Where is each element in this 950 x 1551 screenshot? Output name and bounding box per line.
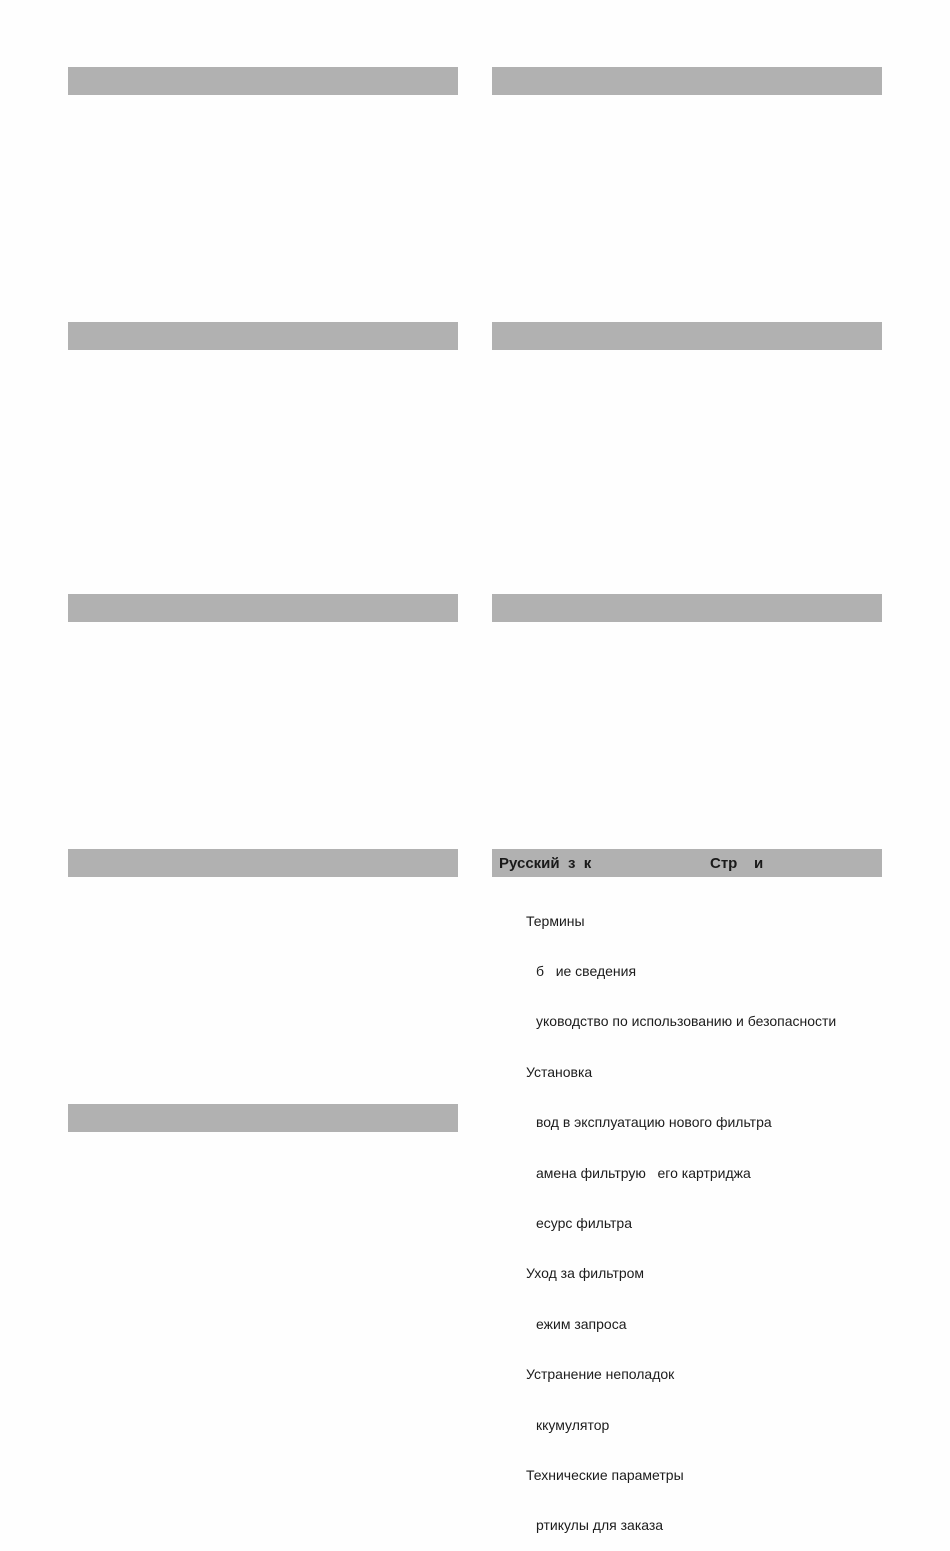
toc-item-terms[interactable]: Термины	[526, 912, 585, 929]
section-header-bar-left-3	[68, 594, 458, 622]
russian-section-header	[492, 849, 882, 877]
toc-item-battery[interactable]: ккумулятор	[536, 1416, 610, 1433]
section-header-bar-left-4	[68, 849, 458, 877]
toc-item-installation[interactable]: Установка	[526, 1063, 593, 1080]
toc-item-cartridge-replacement[interactable]: амена фильтрую его картриджа	[536, 1164, 751, 1181]
section-header-bar-left-5	[68, 1104, 458, 1132]
toc-item-filter-capacity[interactable]: есурс фильтра	[536, 1214, 632, 1231]
toc-item-query-mode[interactable]: ежим запроса	[536, 1315, 627, 1332]
language-label: Русский з к	[499, 854, 592, 872]
toc-item-usage-safety-guide[interactable]: уководство по использованию и безопасности	[536, 1013, 837, 1030]
section-header-bar-right-3	[492, 594, 882, 622]
toc-item-commissioning-new-filter[interactable]: вод в эксплуатацию нового фильтра	[536, 1114, 772, 1131]
section-header-bar-left-1	[68, 67, 458, 95]
toc-item-order-numbers[interactable]: ртикулы для заказа	[536, 1517, 664, 1534]
toc-item-technical-parameters[interactable]: Технические параметры	[526, 1466, 684, 1483]
toc-item-troubleshooting[interactable]: Устранение неполадок	[526, 1366, 675, 1383]
section-header-bar-left-2	[68, 322, 458, 350]
page-column-label: Стр и	[710, 854, 764, 872]
section-header-bar-right-2	[492, 322, 882, 350]
toc-item-general-info[interactable]: б ие сведения	[536, 962, 637, 979]
section-header-bar-right-1	[492, 67, 882, 95]
toc-item-filter-care[interactable]: Уход за фильтром	[526, 1265, 645, 1282]
table-of-contents	[526, 879, 882, 1551]
